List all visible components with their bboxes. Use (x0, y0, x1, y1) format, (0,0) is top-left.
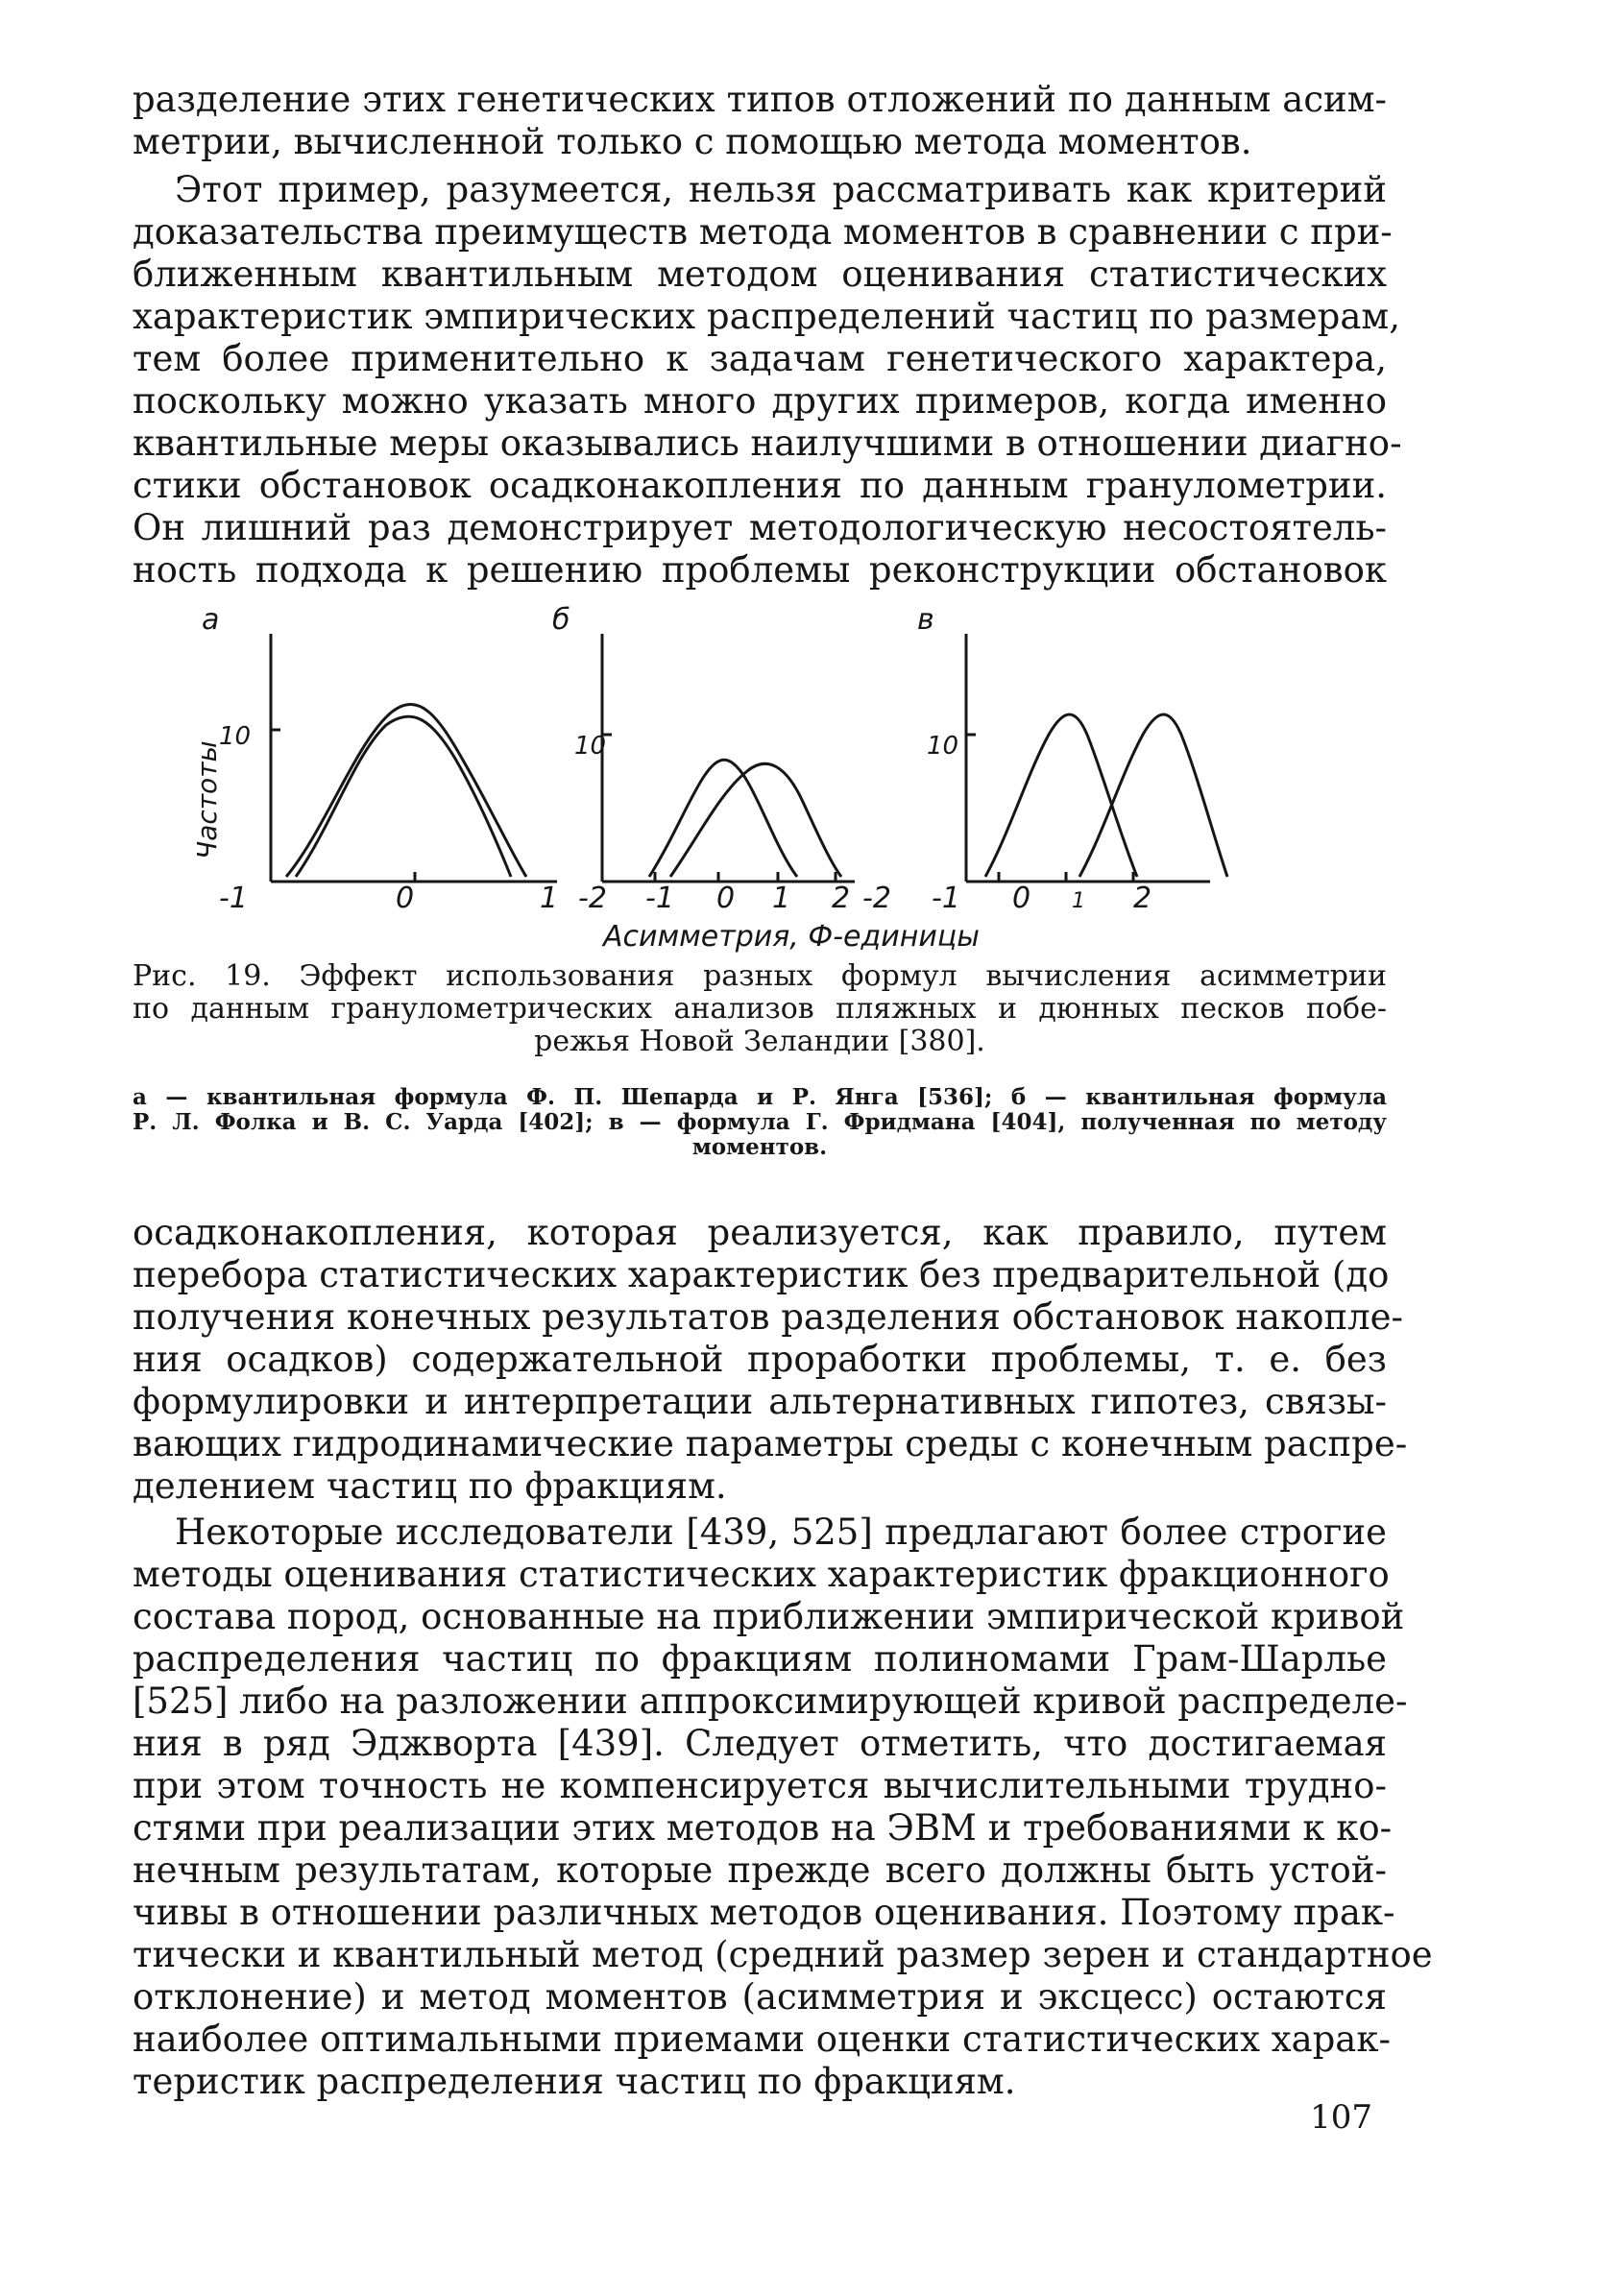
text-line: стики обстановок осадконакопления по данным гранулометрии. (133, 465, 1387, 506)
x-tick-b: -2 (578, 882, 607, 915)
text-line: Этот пример, разумеется, нельзя рассматривать как критерий (175, 169, 1387, 210)
text-line: формулировки и интерпретации альтернативных гипотез, связы- (133, 1381, 1387, 1422)
text-line: [525] либо на разложении аппроксимирующей кривой распределе- (133, 1681, 1408, 1722)
panel-b-curve-2 (670, 763, 841, 877)
panel-label-a: а (202, 603, 220, 637)
panel-a-curve-2 (296, 716, 511, 877)
text-line: ния в ряд Эджворта [439]. Следует отметить, что достигаемая (133, 1723, 1387, 1764)
y-tick-label-a: 10 (219, 722, 252, 751)
text-line: ность подхода к решению проблемы реконструкции обстановок (133, 549, 1387, 591)
text-line: разделение этих генетических типов отложений по данным асим- (133, 79, 1387, 120)
paragraph-3 (133, 1511, 1433, 2103)
text-line: ния осадков) содержательной проработки проблемы, т. е. без (133, 1339, 1387, 1380)
caption-line: режья Новой Зеландии [380]. (534, 1025, 985, 1058)
x-tick-c: 0 (1012, 882, 1031, 915)
text-line: вающих гидродинамические параметры среды с конечным распре- (133, 1423, 1408, 1464)
panel-label-c: в (917, 603, 934, 637)
x-tick-a: 0 (396, 882, 415, 915)
page-number: 107 (1310, 2098, 1372, 2137)
x-tick-c: 2 (1133, 882, 1152, 915)
panel-a-curve-1 (286, 705, 526, 877)
y-tick-label-c: 10 (927, 732, 959, 761)
x-tick-b: 0 (716, 882, 736, 915)
text-line: при этом точность не компенсируется вычислительными трудно- (133, 1765, 1387, 1806)
x-axis-label: Асимметрия, Ф-единицы (603, 920, 980, 954)
text-line: теристик распределения частиц по фракциям. (133, 2061, 1016, 2102)
text-line: характеристик эмпирических распределений частиц по размерам, (133, 296, 1400, 337)
text-line: получения конечных результатов разделения обстановок накопле- (133, 1296, 1404, 1338)
caption-line: по данным гранулометрических анализов пляжных и дюнных песков побе- (133, 992, 1387, 1026)
panel-c-curve-2 (1079, 714, 1227, 877)
text-line: чивы в отношении различных методов оценивания. Поэтому прак- (133, 1892, 1395, 1933)
text-top (133, 79, 1387, 163)
text-line: доказательства преимуществ метода моментов в сравнении с при- (133, 211, 1393, 253)
text-line: тически и квантильный метод (средний размер зерен и стандартное (133, 1934, 1433, 1975)
text-line: тем более применительно к задачам генетического характера, (133, 338, 1387, 379)
text-line: Он лишний раз демонстрирует методологическую несостоятель- (133, 507, 1387, 548)
text-line: Некоторые исследователи [439, 525] предлагают более строгие (175, 1511, 1387, 1553)
text-line: наиболее оптимальными приемами оценки статистических харак- (133, 2019, 1391, 2060)
text-line: отклонение) и метод моментов (асимметрия и эксцесс) остаются (133, 1976, 1387, 2018)
x-tick-c: 1 (1072, 889, 1085, 913)
figure-caption (133, 960, 1387, 1058)
x-tick-b: -1 (645, 882, 674, 915)
x-tick-c: -1 (932, 882, 960, 915)
text-line: стями при реализации этих методов на ЭВМ и требованиями к ко- (133, 1807, 1393, 1849)
text-line: поскольку можно указать много других примеров, когда именно (133, 380, 1387, 422)
figure-legend (133, 1085, 1387, 1160)
legend-line: моментов. (691, 1134, 828, 1160)
x-tick-a: 1 (540, 882, 559, 915)
text-line: состава пород, основанные на приближении эмпирической кривой (133, 1596, 1405, 1637)
text-line: квантильные меры оказывались наилучшими в отношении диагно- (133, 423, 1402, 464)
y-axis-label: Частоты (191, 740, 223, 859)
text-line: осадконакопления, которая реализуется, как правило, путем (133, 1212, 1387, 1253)
text-line: распределения частиц по фракциям полиномами Грам-Шарлье (133, 1638, 1387, 1680)
x-tick-b: 1 (772, 882, 791, 915)
legend-line: Р. Л. Фолка и В. С. Уарда [402]; в — формула Г. Фридмана [404], полученная по методу (133, 1109, 1387, 1135)
paragraph-2 (133, 1212, 1408, 1508)
text-line: делением частиц по фракциям. (133, 1465, 727, 1507)
x-tick-a: -1 (219, 882, 248, 915)
panel-label-b: б (552, 603, 570, 637)
figure-svg (173, 600, 1335, 975)
figure-19 (173, 600, 1335, 975)
text-line: перебора статистических характеристик без предварительной (до (133, 1254, 1390, 1295)
panel-b-curve-1 (649, 760, 797, 877)
legend-line: а — квантильная формула Ф. П. Шепарда и Р. Янга [536]; б — квантильная формула (133, 1084, 1387, 1110)
text-line: ближенным квантильным методом оценивания статистических (133, 254, 1387, 295)
text-line: нечным результатам, которые прежде всего должны быть устой- (133, 1850, 1387, 1891)
paragraph-1 (133, 169, 1402, 592)
text-line: методы оценивания статистических характеристик фракционного (133, 1554, 1390, 1595)
y-tick-label-b: 10 (574, 732, 607, 761)
caption-line: Рис. 19. Эффект использования разных формул вычисления асимметрии (133, 959, 1387, 993)
x-tick-b: 2 (832, 882, 851, 915)
x-tick-c: -2 (862, 882, 891, 915)
text-line: метрии, вычисленной только с помощью метода моментов. (133, 121, 1252, 162)
